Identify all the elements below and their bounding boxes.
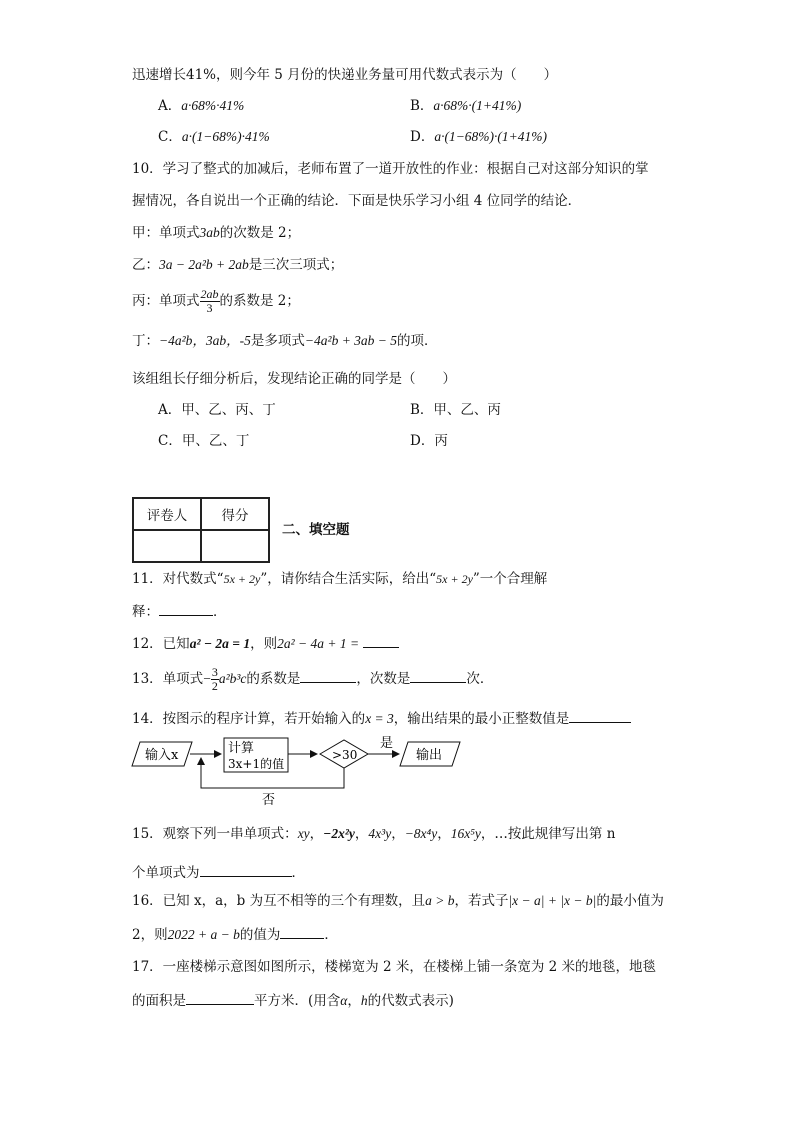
q12-answer-blank[interactable] <box>363 633 399 648</box>
q10-bing: 丙：单项式 $\frac{2ab}{3}$ 的系数是 2； <box>132 287 300 315</box>
q14-answer-blank[interactable] <box>569 708 631 723</box>
score-table <box>132 497 270 563</box>
q17-line1: 17．一座楼梯示意图如图所示，楼梯宽为 2 米，在楼梯上铺一条宽为 2 米的地毯，地毯 <box>132 959 657 975</box>
q16-answer-blank[interactable] <box>280 924 324 939</box>
q11-line1: 11．对代数式“5x + 2y”，请你结合生活实际，给出“5x + 2y”一个合理解 <box>132 571 548 587</box>
q12-line: 12．已知a² − 2a = 1，则2a² − 4a + 1 = <box>132 633 399 653</box>
q10-yi: 乙：3a − 2a²b + 2ab是三次三项式； <box>132 257 344 273</box>
q13-fraction: $\frac{3}{2}$ <box>211 665 218 693</box>
q10-jia: 甲：单项式3ab的次数是 2； <box>132 225 301 241</box>
q10-option-b: B．甲、乙、丙 <box>410 402 501 418</box>
q10-stem-line2: 握情况，各自说出一个正确的结论．下面是快乐学习小组 4 位同学的结论． <box>132 193 582 209</box>
flow-yes-label: 是 <box>380 736 394 751</box>
flow-calc-line2: 3x+1的值 <box>228 757 285 771</box>
q13-line: 13．单项式− $\frac{3}{2}$ a²b³c的系数是 ，次数是 次． <box>132 665 494 693</box>
q11-line2: 释： ． <box>132 601 227 621</box>
grader-header: 评卷人 <box>133 498 201 530</box>
flow-decision-label: >30 <box>332 748 358 762</box>
flow-no-label: 否 <box>262 793 276 808</box>
q17-line2: 的面积是 平方米．(用含α，h的代数式表示) <box>132 990 454 1010</box>
q16-line1: 16．已知 x，a，b 为互不相等的三个有理数，且a > b，若式子|x − a| + |x − b|的最小值为 <box>132 893 664 909</box>
q9-option-d: D．a·(1−68%)·(1+41%) <box>410 129 548 145</box>
q9-option-c: C．a·(1−68%)·41% <box>158 129 270 145</box>
q10-stem-line1: 10．学习了整式的加减后，老师布置了一道开放性的作业：根据自己对这部分知识的掌 <box>132 161 649 177</box>
flow-input-label: 输入x <box>145 748 179 763</box>
q14-line: 14．按图示的程序计算，若开始输入的x = 3，输出结果的最小正整数值是 <box>132 708 631 728</box>
score-header: 得分 <box>201 498 269 530</box>
score-cell[interactable] <box>201 530 269 562</box>
q13-coefficient-blank[interactable] <box>300 668 356 683</box>
q17-answer-blank[interactable] <box>186 990 254 1005</box>
q10-ask: 该组组长仔细分析后，发现结论正确的同学是（ ） <box>132 371 456 387</box>
q10-ding: 丁：−4a²b，3ab，-5是多项式−4a²b + 3ab − 5的项． <box>132 333 438 349</box>
flowchart <box>128 734 468 814</box>
flow-calc-line1: 计算 <box>228 741 255 756</box>
grader-cell[interactable] <box>133 530 201 562</box>
q15-line2: 个单项式为 ． <box>132 862 305 882</box>
section-title: 二、填空题 <box>282 522 350 538</box>
q16-line2: 2，则2022 + a − b的值为 ． <box>132 924 338 944</box>
q10-option-a: A．甲、乙、丙、丁 <box>158 402 276 418</box>
flow-output-label: 输出 <box>416 748 443 763</box>
q9-stem: 迅速增长41%，则今年 5 月份的快递业务量可用代数式表示为（ ） <box>132 67 558 83</box>
q11-answer-blank[interactable] <box>159 601 213 616</box>
bing-fraction: $\frac{2ab}{3}$ <box>200 287 219 315</box>
q15-line1: 15．观察下列一串单项式：xy，−2x²y，4x³y，−8x⁴y，16x⁵y，…按此规律写出第 n <box>132 826 616 842</box>
q15-answer-blank[interactable] <box>200 862 292 877</box>
q10-option-d: D．丙 <box>410 433 448 449</box>
q9-option-b: B．a·68%·(1+41%) <box>410 98 522 114</box>
q13-degree-blank[interactable] <box>410 668 466 683</box>
q9-option-a: A．a·68%·41% <box>158 98 245 114</box>
q10-option-c: C．甲、乙、丁 <box>158 433 250 449</box>
